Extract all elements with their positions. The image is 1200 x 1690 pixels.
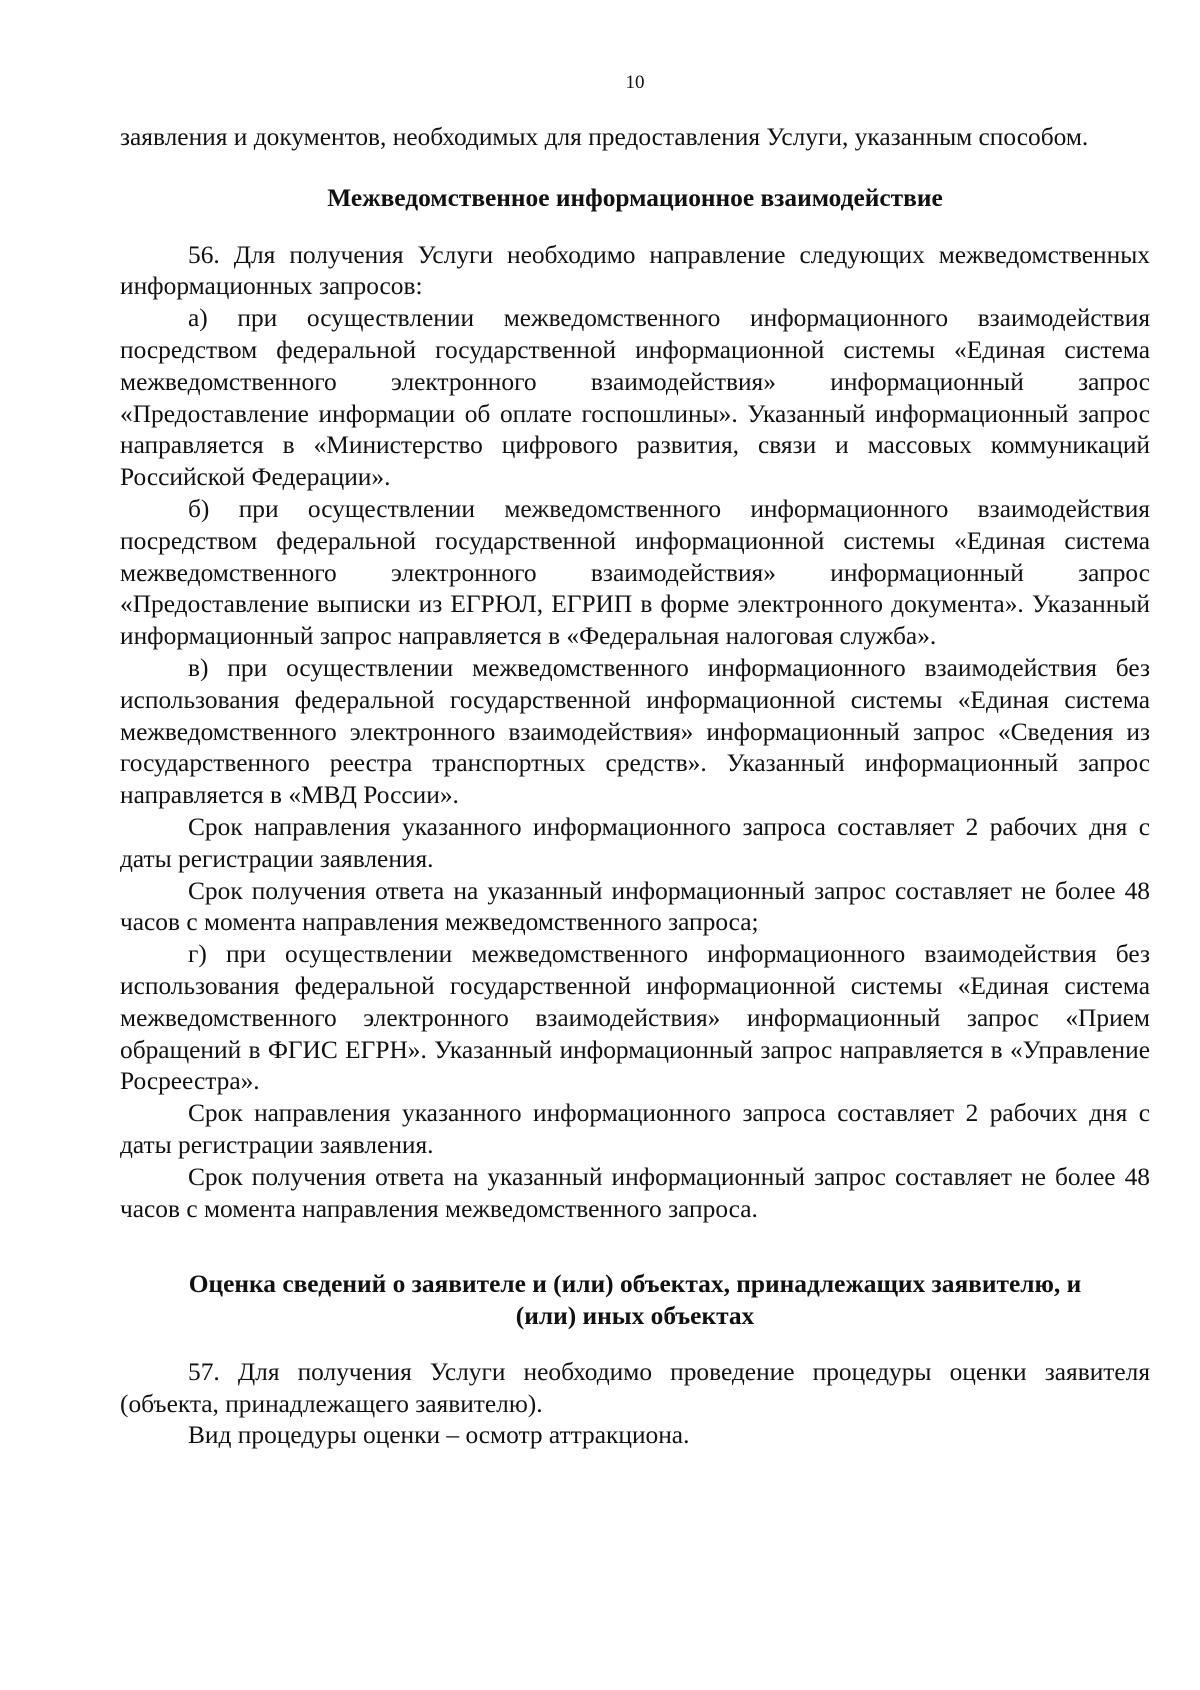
paragraph-57-intro: 57. Для получения Услуги необходимо проведение процедуры оценки заявителя (объекта, принадлежащего заявителю). xyxy=(120,1357,1150,1418)
paragraph-56-g-receive-term: Срок получения ответа на указанный информационный запрос составляет не более 48 часов с момента направления межведомственного запроса. xyxy=(120,1162,1150,1223)
paragraph-56-item-a: а) при осуществлении межведомственного информационного взаимодействия посредством федеральной государственной информационной системы «Единая система межведомственного электронного взаимодействия» информационный запрос «Предоставление информации об оплате госпошлины». Указанный информационный запрос направляется в «Министерство цифрового развития, связи и массовых коммуникаций Российской Федерации». xyxy=(120,304,1150,492)
section-heading-interagency: Межведомственное информационное взаимодействие xyxy=(327,183,943,212)
paragraph-56-g-send-term: Срок направления указанного информационного запроса составляет 2 рабочих дня с даты регистрации заявления. xyxy=(120,1099,1150,1159)
paragraph-56-item-v: в) при осуществлении межведомственного информационного взаимодействия без использования федеральной государственной информационной системы «Единая система межведомственного электронного взаимодействия» информационный запрос «Сведения из государственного реестра транспортных средств». Указанный информационный запрос направляется в «МВД России». xyxy=(120,653,1150,810)
document-body xyxy=(120,122,1150,1452)
paragraph-56-item-b: б) при осуществлении межведомственного информационного взаимодействия посредством федеральной государственной информационной системы «Единая система межведомственного электронного взаимодействия» информационный запрос «Предоставление выписки из ЕГРЮЛ, ЕГРИП в форме электронного документа». Указанный информационный запрос направляется в «Федеральная налоговая служба». xyxy=(120,494,1150,651)
paragraph-56-intro: 56. Для получения Услуги необходимо направление следующих межведомственных информационных запросов: xyxy=(120,240,1150,301)
paragraph-56-v-receive-term: Срок получения ответа на указанный информационный запрос составляет не более 48 часов с момента направления межведомственного запроса; xyxy=(120,876,1150,937)
paragraph-56-item-g: г) при осуществлении межведомственного информационного взаимодействия без использования федеральной государственной информационной системы «Единая система межведомственного электронного взаимодействия» информационный запрос «Прием обращений в ФГИС ЕГРН». Указанный информационный запрос направляется в «Управление Росреестра». xyxy=(120,940,1150,1096)
paragraph-57-procedure: Вид процедуры оценки – осмотр аттракциона. xyxy=(188,1421,690,1450)
section-heading-assessment-line-2: (или) иных объектах xyxy=(515,1302,755,1331)
paragraph-56-v-send-term: Срок направления указанного информационного запроса составляет 2 рабочих дня с даты регистрации заявления. xyxy=(120,812,1150,873)
paragraph-continuation: заявления и документов, необходимых для предоставления Услуги, указанным способом. xyxy=(120,123,1089,151)
section-heading-assessment-line-1: Оценка сведений о заявителе и (или) объектах, принадлежащих заявителю, и xyxy=(188,1270,1082,1299)
section-heading-assessment xyxy=(120,1269,1150,1333)
page-number: 10 xyxy=(625,72,645,93)
